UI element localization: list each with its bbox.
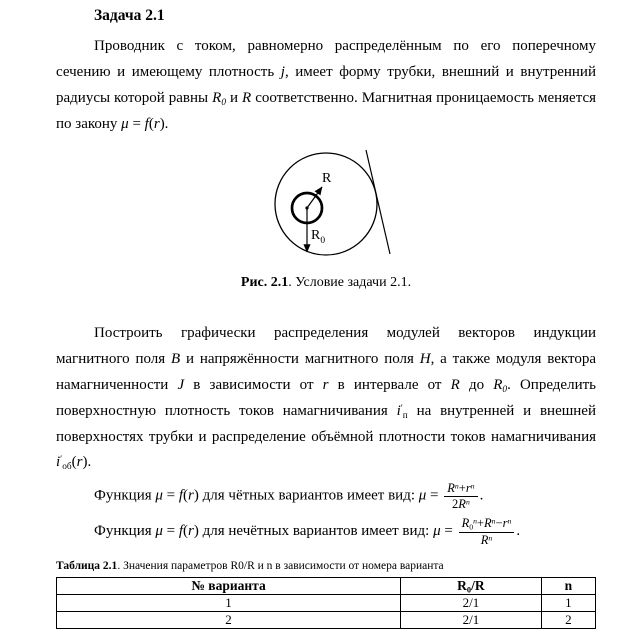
outer-circle bbox=[275, 153, 377, 255]
column-header-variant: № варианта bbox=[57, 577, 401, 595]
fraction-denominator: $2R^n$ bbox=[452, 496, 470, 511]
figure bbox=[56, 142, 596, 291]
cell-variant: 2 bbox=[57, 612, 401, 629]
figure-caption: Рис. 2.1. Условие задачи 2.1. bbox=[240, 274, 412, 290]
r0-label-subscript: 0 bbox=[320, 235, 326, 246]
table-caption: Таблица 2.1. Значения параметров R0/R и n в зависимости от номера варианта bbox=[56, 559, 444, 572]
r-label: R bbox=[322, 170, 332, 186]
formula-odd-lead: Функция μ = f(r) для нечётных вариантов имеет вид: μ = bbox=[94, 523, 457, 540]
formula-even-lead: Функция μ = f(r) для чётных вариантов имеет вид: μ = bbox=[94, 487, 443, 504]
formula-odd-tail: . bbox=[516, 523, 521, 540]
fraction-numerator: $R0^n+R^n-r^n$ bbox=[459, 516, 515, 533]
fraction-numerator: $R^n+r^n$ bbox=[444, 481, 477, 496]
problem-title: Задача 2.1 bbox=[94, 7, 165, 24]
table-row bbox=[57, 612, 596, 629]
formula-odd-variants bbox=[94, 516, 596, 548]
radius-r-arrow bbox=[307, 187, 322, 208]
column-header-n: n bbox=[541, 577, 595, 595]
paragraph-task: Построить графически распределения модулей векторов индукции магнитного поля B и напряжённости магнитного поля H, а также модуля вектора намагниченности J в зависимости от r в интервале от R до R0. Определить поверхностную плотность токов намагничивания i′п на внутренней и внешней поверхностях трубки и распределение объёмной плотности токов намагничивания i′об(r). bbox=[56, 324, 596, 473]
r0-label: $R_0$ bbox=[311, 227, 326, 246]
cell-r0-over-r: 2/1 bbox=[401, 595, 542, 612]
table-header-row bbox=[57, 577, 596, 595]
variants-table bbox=[56, 577, 596, 629]
cell-n: 2 bbox=[541, 612, 595, 629]
tube-cross-section-diagram bbox=[221, 142, 431, 268]
fraction-denominator: $R^n$ bbox=[480, 533, 493, 548]
paragraph-intro: Проводник с током, равномерно распределённым по его поперечному сечению и имеющему плотность j, имеет форму трубки, внешний и внутренний радиусы которой равны R0 и R соответственно. Магнитная проницаемость меняется по закону μ = f(r). bbox=[56, 38, 596, 132]
formula-even-variants bbox=[94, 481, 596, 511]
column-header-r0-over-r: R0/R bbox=[401, 577, 542, 595]
tangent-line bbox=[366, 150, 390, 254]
fraction-odd bbox=[459, 516, 515, 548]
table-row bbox=[57, 595, 596, 612]
cell-variant: 1 bbox=[57, 595, 401, 612]
fraction-even bbox=[444, 481, 477, 511]
cell-r0-over-r: 2/1 bbox=[401, 612, 542, 629]
formula-even-tail: . bbox=[479, 487, 484, 504]
cell-n: 1 bbox=[541, 595, 595, 612]
